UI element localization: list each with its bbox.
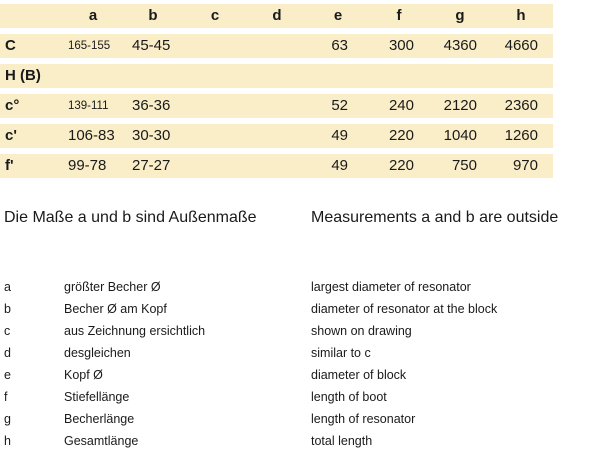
cell-e: 52 bbox=[331, 97, 348, 114]
legend-item bbox=[0, 276, 600, 298]
note-german: Die Maße a und b sind Außenmaße bbox=[4, 209, 257, 226]
column-header-c: c bbox=[210, 7, 220, 24]
cell-h: 4660 bbox=[504, 37, 538, 54]
table-row bbox=[0, 154, 553, 178]
legend-de: Becher Ø am Kopf bbox=[64, 302, 167, 316]
column-header-g: g bbox=[455, 7, 465, 24]
cell-f: 300 bbox=[388, 37, 414, 54]
legend-de: Becherlänge bbox=[64, 412, 135, 426]
table-row bbox=[0, 64, 553, 88]
legend-key: c bbox=[4, 324, 11, 338]
cell-a: 99-78 bbox=[68, 157, 107, 174]
legend-en: diameter of resonator at the block bbox=[311, 302, 498, 316]
legend-de: Gesamtlänge bbox=[64, 434, 139, 448]
legend-key: h bbox=[4, 434, 11, 448]
legend-item bbox=[0, 408, 600, 430]
cell-b: 36-36 bbox=[132, 97, 171, 114]
column-header-f: f bbox=[396, 7, 402, 24]
legend-key: g bbox=[4, 412, 11, 426]
cell-f: 240 bbox=[388, 97, 414, 114]
cell-g: 750 bbox=[451, 157, 477, 174]
table-row bbox=[0, 34, 553, 58]
legend-en: length of boot bbox=[311, 390, 387, 404]
cell-b: 30-30 bbox=[132, 127, 171, 144]
column-header-e: e bbox=[333, 7, 343, 24]
column-header-b: b bbox=[148, 7, 158, 24]
row-label: H (B) bbox=[5, 67, 41, 84]
cell-h: 970 bbox=[512, 157, 538, 174]
header-row bbox=[0, 4, 553, 28]
legend-en: largest diameter of resonator bbox=[311, 280, 471, 294]
row-label: f' bbox=[5, 157, 14, 174]
legend-key: a bbox=[4, 280, 11, 294]
cell-a: 139-111 bbox=[68, 100, 109, 112]
legend-item bbox=[0, 386, 600, 408]
legend-en: diameter of block bbox=[311, 368, 407, 382]
legend-item bbox=[0, 364, 600, 386]
cell-f: 220 bbox=[388, 157, 414, 174]
column-header-d: d bbox=[272, 7, 282, 24]
legend-en: similar to c bbox=[311, 346, 371, 360]
cell-e: 49 bbox=[331, 127, 348, 144]
column-header-h: h bbox=[516, 7, 526, 24]
legend-en: shown on drawing bbox=[311, 324, 412, 338]
cell-b: 27-27 bbox=[132, 157, 171, 174]
cell-g: 2120 bbox=[443, 97, 477, 114]
legend-de: Stiefellänge bbox=[64, 390, 130, 404]
cell-b: 45-45 bbox=[132, 37, 171, 54]
legend-key: e bbox=[4, 368, 11, 382]
legend-de: Kopf Ø bbox=[64, 368, 103, 382]
cell-a: 106-83 bbox=[68, 127, 115, 144]
row-label: C bbox=[5, 37, 16, 54]
cell-g: 4360 bbox=[443, 37, 477, 54]
cell-e: 49 bbox=[331, 157, 348, 174]
table-row bbox=[0, 94, 553, 118]
note-english: Measurements a and b are outside bbox=[311, 209, 559, 226]
row-label: c' bbox=[5, 127, 17, 144]
legend-en: length of resonator bbox=[311, 412, 416, 426]
cell-h: 2360 bbox=[504, 97, 538, 114]
table-row bbox=[0, 124, 553, 148]
legend-key: f bbox=[4, 390, 8, 404]
legend-key: d bbox=[4, 346, 11, 360]
legend-de: aus Zeichnung ersichtlich bbox=[64, 324, 206, 338]
legend-de: desgleichen bbox=[64, 346, 131, 360]
cell-h: 1260 bbox=[504, 127, 538, 144]
cell-e: 63 bbox=[331, 37, 348, 54]
column-header-a: a bbox=[88, 7, 98, 24]
legend-item bbox=[0, 342, 600, 364]
row-label: c° bbox=[5, 97, 20, 114]
legend-key: b bbox=[4, 302, 11, 316]
cell-g: 1040 bbox=[443, 127, 477, 144]
legend-de: größter Becher Ø bbox=[64, 280, 161, 294]
legend-item bbox=[0, 320, 600, 342]
legend-item bbox=[0, 430, 600, 452]
legend-en: total length bbox=[311, 434, 373, 448]
cell-f: 220 bbox=[388, 127, 414, 144]
legend-item bbox=[0, 298, 600, 320]
cell-a: 165-155 bbox=[68, 40, 111, 52]
